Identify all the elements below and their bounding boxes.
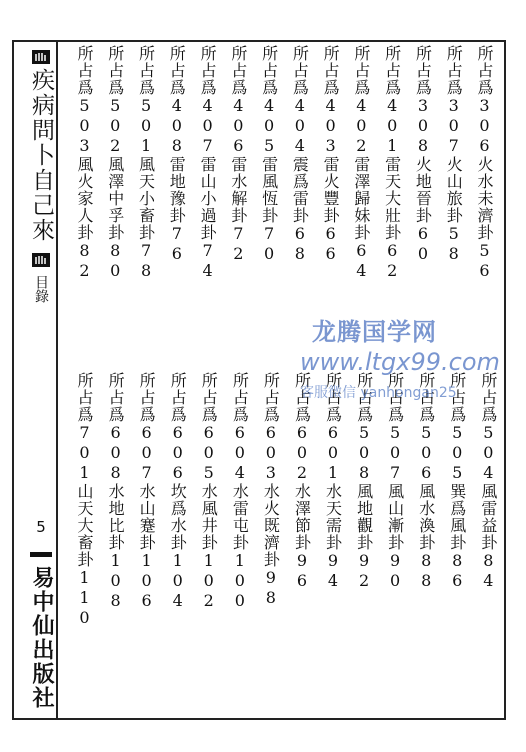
toc-entry: 所占爲507風山漸卦90 <box>385 372 405 591</box>
toc-upper-block <box>70 45 498 281</box>
divider <box>30 552 52 557</box>
toc-entry: 所占爲407雷山小過卦74 <box>198 45 218 281</box>
watermark-url: www.ltgx99.com <box>300 348 500 376</box>
watermark-site-name: 龙腾国学网 <box>312 318 437 346</box>
book-title: 疾病問卜自己來 <box>28 68 54 243</box>
toc-entry: 所占爲306火水未濟卦56 <box>474 45 494 281</box>
toc-entry: 所占爲403雷火豐卦66 <box>321 45 341 264</box>
toc-entry: 所占爲607水山蹇卦106 <box>137 372 157 611</box>
page-number: 5 <box>36 518 46 536</box>
toc-entry: 所占爲308火地晉卦60 <box>413 45 433 264</box>
spine <box>24 40 58 720</box>
toc-entry: 所占爲605水風井卦102 <box>199 372 219 611</box>
toc-entry: 所占爲502風澤中孚卦80 <box>105 45 125 281</box>
spine-header <box>24 40 58 303</box>
toc-entry: 所占爲401雷天大壯卦62 <box>382 45 402 281</box>
toc-entry: 所占爲602水澤節卦96 <box>292 372 312 591</box>
publisher-name: 易中仙出版社 <box>29 566 54 710</box>
toc-entry: 所占爲701山天大畜卦110 <box>75 372 94 628</box>
toc-entry: 所占爲504風雷益卦84 <box>478 372 498 591</box>
toc-entry: 所占爲608水地比卦108 <box>106 372 126 611</box>
toc-entry: 所占爲603水火既濟卦98 <box>261 372 281 608</box>
toc-entry: 所占爲404震爲雷卦68 <box>290 45 310 264</box>
hand-mark-icon <box>32 50 50 64</box>
toc-entry: 所占爲307火山旅卦58 <box>444 45 464 264</box>
toc-entry: 所占爲508風地觀卦92 <box>354 372 374 591</box>
watermark-contact: 客服微信 yanhongan25 <box>300 385 457 401</box>
hand-mark-icon <box>32 253 50 267</box>
section-label: 目錄 <box>33 275 49 303</box>
toc-entry: 所占爲503風火家人卦82 <box>75 45 94 281</box>
toc-entry: 所占爲606坎爲水卦104 <box>168 372 188 611</box>
toc-entry: 所占爲405雷風恆卦70 <box>259 45 279 264</box>
toc-entry: 所占爲506風水渙卦88 <box>416 372 436 591</box>
toc-entry: 所占爲408雷地豫卦76 <box>167 45 187 264</box>
toc-entry: 所占爲505巽爲風卦86 <box>447 372 467 591</box>
toc-entry: 所占爲406雷水解卦72 <box>228 45 248 264</box>
toc-lower-block <box>70 372 502 628</box>
toc-entry: 所占爲601水天需卦94 <box>323 372 343 591</box>
toc-entry: 所占爲501風天小畜卦78 <box>136 45 156 281</box>
toc-entry: 所占爲604水雷屯卦100 <box>230 372 250 611</box>
toc-entry: 所占爲402雷澤歸妹卦64 <box>351 45 371 281</box>
